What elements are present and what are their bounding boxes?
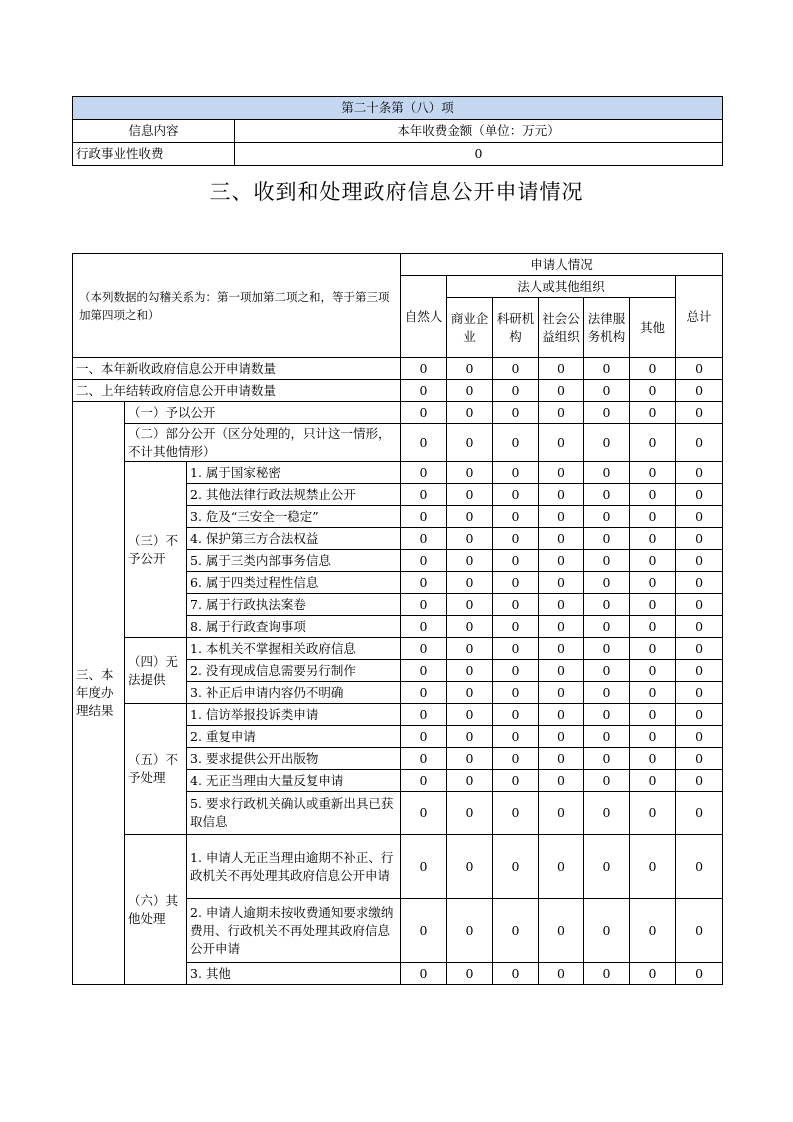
count-total: 0 [676,484,723,506]
count-natural: 0 [401,402,447,424]
count-total: 0 [676,424,723,462]
count-natural: 0 [401,792,447,835]
count-research: 0 [493,594,539,616]
group-3-item: 1. 属于国家秘密 [187,462,401,484]
count-legal-service: 0 [584,462,630,484]
count-business: 0 [447,424,493,462]
count-natural: 0 [401,528,447,550]
count-business: 0 [447,550,493,572]
count-business: 0 [447,528,493,550]
count-social: 0 [539,616,584,638]
count-research: 0 [493,770,539,792]
fee-row-value: 0 [235,143,723,166]
count-total: 0 [676,528,723,550]
count-total: 0 [676,792,723,835]
count-business: 0 [447,616,493,638]
count-legal-service: 0 [584,594,630,616]
count-business: 0 [447,572,493,594]
count-total: 0 [676,616,723,638]
count-natural: 0 [401,770,447,792]
count-social: 0 [539,462,584,484]
count-business: 0 [447,792,493,835]
count-research: 0 [493,726,539,748]
count-total: 0 [676,638,723,660]
group-3-item: 8. 属于行政查询事项 [187,616,401,638]
group-3-label: （三）不予公开 [125,462,187,638]
count-social: 0 [539,899,584,963]
count-legal-service: 0 [584,572,630,594]
count-business: 0 [447,660,493,682]
count-legal-service: 0 [584,682,630,704]
count-other: 0 [630,572,676,594]
count-social: 0 [539,660,584,682]
count-natural: 0 [401,726,447,748]
fee-row-label: 行政事业性收费 [73,143,235,166]
count-other: 0 [630,506,676,528]
group-3-item: 5. 属于三类内部事务信息 [187,550,401,572]
count-research: 0 [493,380,539,402]
group-5-item: 1. 信访举报投诉类申请 [187,704,401,726]
count-research: 0 [493,963,539,985]
section-title: 三、收到和处理政府信息公开申请情况 [209,180,584,204]
count-business: 0 [447,462,493,484]
count-legal-service: 0 [584,424,630,462]
count-research: 0 [493,402,539,424]
count-research: 0 [493,704,539,726]
group-6-label: （六）其他处理 [125,835,187,985]
count-natural: 0 [401,358,447,380]
row-new-requests: 一、本年新收政府信息公开申请数量 [73,358,401,380]
count-total: 0 [676,748,723,770]
count-total: 0 [676,594,723,616]
count-social: 0 [539,358,584,380]
count-legal-service: 0 [584,616,630,638]
count-research: 0 [493,424,539,462]
count-social: 0 [539,963,584,985]
count-legal-service: 0 [584,402,630,424]
count-legal-service: 0 [584,748,630,770]
count-social: 0 [539,726,584,748]
count-total: 0 [676,899,723,963]
count-natural: 0 [401,638,447,660]
fee-col-info: 信息内容 [73,120,235,143]
count-research: 0 [493,550,539,572]
count-legal-service: 0 [584,963,630,985]
count-other: 0 [630,748,676,770]
count-social: 0 [539,792,584,835]
count-research: 0 [493,506,539,528]
result-label: 三、本年度办理结果 [73,402,125,985]
group-5-item: 5. 要求行政机关确认或重新出具已获取信息 [187,792,401,835]
count-other: 0 [630,682,676,704]
research-header: 科研机构 [493,298,539,358]
count-legal-service: 0 [584,770,630,792]
group-6-item: 3. 其他 [187,963,401,985]
count-business: 0 [447,380,493,402]
count-total: 0 [676,963,723,985]
group-3-item: 2. 其他法律行政法规禁止公开 [187,484,401,506]
count-total: 0 [676,358,723,380]
business-header: 商业企业 [447,298,493,358]
group-4-item: 2. 没有现成信息需要另行制作 [187,660,401,682]
application-table [72,253,723,985]
count-other: 0 [630,726,676,748]
fee-table-header: 第二十条第（八）项 [73,97,723,120]
count-other: 0 [630,616,676,638]
count-business: 0 [447,358,493,380]
count-social: 0 [539,506,584,528]
count-natural: 0 [401,484,447,506]
legal-service-header: 法律服务机构 [584,298,630,358]
count-research: 0 [493,616,539,638]
count-other: 0 [630,770,676,792]
count-research: 0 [493,528,539,550]
count-social: 0 [539,402,584,424]
count-research: 0 [493,748,539,770]
fee-col-amount: 本年收费金额（单位：万元） [235,120,723,143]
count-business: 0 [447,835,493,899]
count-social: 0 [539,528,584,550]
count-research: 0 [493,899,539,963]
count-natural: 0 [401,380,447,402]
count-research: 0 [493,835,539,899]
count-other: 0 [630,402,676,424]
count-research: 0 [493,792,539,835]
count-total: 0 [676,770,723,792]
count-business: 0 [447,506,493,528]
count-legal-service: 0 [584,899,630,963]
fee-table [72,96,723,166]
count-social: 0 [539,770,584,792]
count-social: 0 [539,704,584,726]
group-4-item: 1. 本机关不掌握相关政府信息 [187,638,401,660]
count-legal-service: 0 [584,835,630,899]
count-other: 0 [630,528,676,550]
legal-group-header: 法人或其他组织 [447,276,676,298]
count-research: 0 [493,660,539,682]
group-1-label: （一）予以公开 [125,402,401,424]
count-social: 0 [539,594,584,616]
count-other: 0 [630,380,676,402]
count-business: 0 [447,726,493,748]
count-research: 0 [493,682,539,704]
count-total: 0 [676,660,723,682]
count-total: 0 [676,462,723,484]
count-other: 0 [630,899,676,963]
count-legal-service: 0 [584,550,630,572]
count-natural: 0 [401,424,447,462]
count-research: 0 [493,572,539,594]
count-other: 0 [630,835,676,899]
count-social: 0 [539,550,584,572]
group-6-item: 1. 申请人无正当理由逾期不补正、行政机关不再处理其政府信息公开申请 [187,835,401,899]
count-total: 0 [676,682,723,704]
note-cell: （本列数据的勾稽关系为：第一项加第二项之和，等于第三项加第四项之和） [73,254,401,358]
count-legal-service: 0 [584,638,630,660]
count-other: 0 [630,638,676,660]
row-carried-over: 二、上年结转政府信息公开申请数量 [73,380,401,402]
count-legal-service: 0 [584,704,630,726]
count-other: 0 [630,792,676,835]
count-natural: 0 [401,572,447,594]
count-other: 0 [630,424,676,462]
natural-person-header: 自然人 [401,276,447,358]
count-total: 0 [676,572,723,594]
count-legal-service: 0 [584,358,630,380]
count-legal-service: 0 [584,528,630,550]
count-business: 0 [447,402,493,424]
count-natural: 0 [401,594,447,616]
count-social: 0 [539,748,584,770]
count-social: 0 [539,380,584,402]
count-total: 0 [676,704,723,726]
count-business: 0 [447,682,493,704]
count-total: 0 [676,402,723,424]
count-research: 0 [493,462,539,484]
count-social: 0 [539,424,584,462]
count-legal-service: 0 [584,660,630,682]
total-header: 总计 [676,276,723,358]
group-5-item: 2. 重复申请 [187,726,401,748]
count-business: 0 [447,770,493,792]
count-business: 0 [447,899,493,963]
count-legal-service: 0 [584,506,630,528]
count-legal-service: 0 [584,792,630,835]
count-social: 0 [539,484,584,506]
group-3-item: 7. 属于行政执法案卷 [187,594,401,616]
count-social: 0 [539,682,584,704]
count-business: 0 [447,748,493,770]
group-6-item: 2. 申请人逾期未按收费通知要求缴纳费用、行政机关不再处理其政府信息公开申请 [187,899,401,963]
count-business: 0 [447,638,493,660]
count-other: 0 [630,594,676,616]
count-total: 0 [676,506,723,528]
count-natural: 0 [401,748,447,770]
other-header: 其他 [630,298,676,358]
count-total: 0 [676,550,723,572]
count-social: 0 [539,835,584,899]
count-legal-service: 0 [584,380,630,402]
count-legal-service: 0 [584,726,630,748]
group-5-item: 4. 无正当理由大量反复申请 [187,770,401,792]
count-research: 0 [493,638,539,660]
group-3-item: 4. 保护第三方合法权益 [187,528,401,550]
count-natural: 0 [401,550,447,572]
count-other: 0 [630,358,676,380]
count-natural: 0 [401,462,447,484]
count-business: 0 [447,963,493,985]
count-total: 0 [676,726,723,748]
count-other: 0 [630,484,676,506]
group-5-item: 3. 要求提供公开出版物 [187,748,401,770]
count-natural: 0 [401,616,447,638]
count-research: 0 [493,484,539,506]
group-2-label: （二）部分公开（区分处理的，只计这一情形，不计其他情形） [125,424,401,462]
count-research: 0 [493,358,539,380]
applicant-header: 申请人情况 [401,254,723,276]
group-3-item: 3. 危及“三安全一稳定” [187,506,401,528]
count-natural: 0 [401,506,447,528]
count-natural: 0 [401,682,447,704]
group-4-item: 3. 补正后申请内容仍不明确 [187,682,401,704]
group-5-label: （五）不予处理 [125,704,187,835]
count-natural: 0 [401,704,447,726]
count-other: 0 [630,462,676,484]
count-other: 0 [630,963,676,985]
count-legal-service: 0 [584,484,630,506]
count-other: 0 [630,704,676,726]
count-business: 0 [447,594,493,616]
count-other: 0 [630,550,676,572]
count-social: 0 [539,572,584,594]
count-social: 0 [539,638,584,660]
count-total: 0 [676,835,723,899]
count-total: 0 [676,380,723,402]
count-natural: 0 [401,963,447,985]
count-other: 0 [630,660,676,682]
social-header: 社会公益组织 [539,298,584,358]
count-natural: 0 [401,660,447,682]
count-natural: 0 [401,899,447,963]
count-business: 0 [447,484,493,506]
group-3-item: 6. 属于四类过程性信息 [187,572,401,594]
count-natural: 0 [401,835,447,899]
group-4-label: （四）无法提供 [125,638,187,704]
count-business: 0 [447,704,493,726]
